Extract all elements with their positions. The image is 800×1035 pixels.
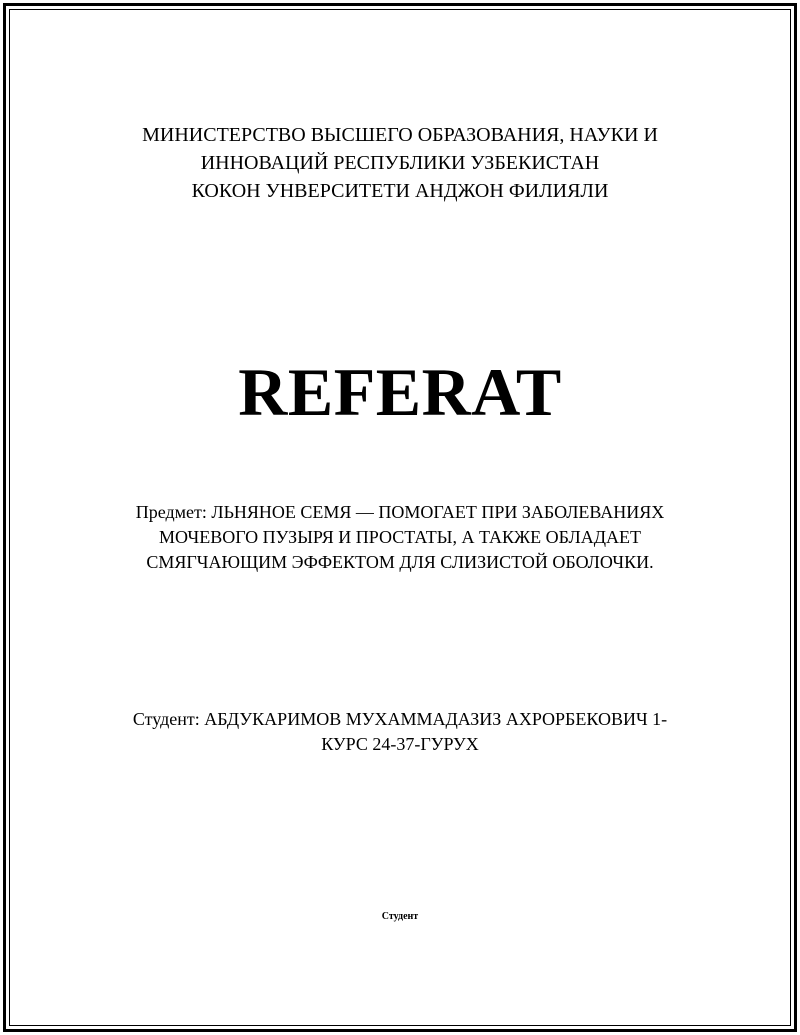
footer-student-label: Студент: [381, 911, 419, 922]
subject-text: ЛЬНЯНОЕ СЕМЯ — ПОМОГАЕТ ПРИ ЗАБОЛЕВАНИЯХ МОЧЕВОГО ПУЗЫРЯ И ПРОСТАТЫ, А ТАКЖЕ ОБЛАДАЕТ СМЯГЧАЮЩИМ ЭФФЕКТОМ ДЛЯ СЛИЗИСТОЙ ОБОЛОЧКИ.: [146, 502, 665, 572]
student-label: Студент:: [132, 709, 200, 729]
ministry-line-1: МИНИСТЕРСТВО ВЫСШЕГО ОБРАЗОВАНИЯ, НАУКИ И: [142, 124, 658, 146]
student-section: [120, 707, 680, 757]
document-title: REFERAT: [238, 354, 562, 430]
subject-section: [120, 500, 680, 575]
ministry-header: [0, 121, 800, 205]
ministry-line-2: ИННОВАЦИЙ РЕСПУБЛИКИ УЗБЕКИСТАН: [200, 152, 600, 174]
student-text: АБДУКАРИМОВ МУХАММАДАЗИЗ АХРОРБЕКОВИЧ 1-КУРС 24-37-ГУРУХ: [204, 709, 668, 754]
subject-label: Предмет:: [135, 502, 207, 522]
ministry-line-3: КОКОН УНВЕРСИТЕТИ АНДЖОН ФИЛИЯЛИ: [191, 180, 609, 202]
